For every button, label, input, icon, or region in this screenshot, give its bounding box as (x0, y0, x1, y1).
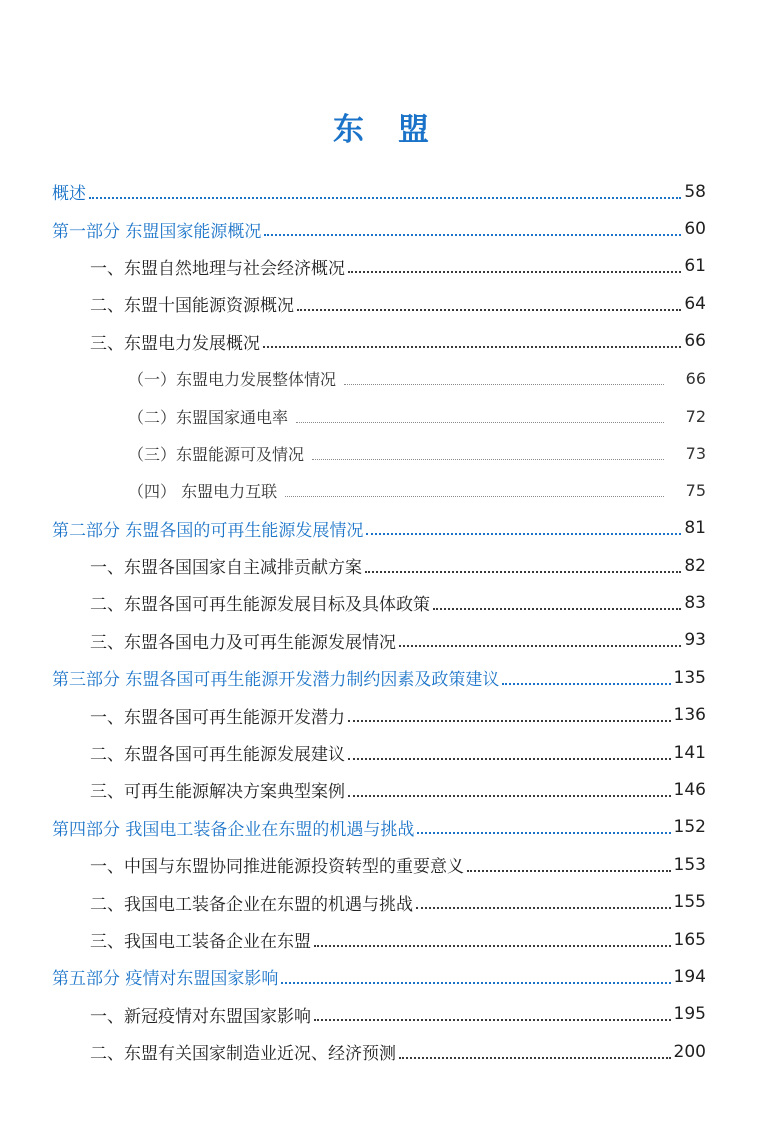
toc-entry-4-2[interactable] (0, 883, 762, 920)
toc-entry-1-3-2[interactable] (0, 397, 762, 434)
toc-entry-2-1[interactable] (0, 547, 762, 584)
toc-entry-label: （三）东盟能源可及情况 (128, 444, 305, 464)
toc-entry-label: 第四部分 我国电工装备企业在东盟的机遇与挑战 (52, 819, 415, 840)
toc-page-number: 152 (673, 817, 706, 838)
dot-leader (417, 832, 670, 834)
toc-entry-1-3[interactable] (0, 323, 762, 360)
toc-entry-label: 第一部分 东盟国家能源概况 (52, 221, 262, 242)
dot-leader (89, 197, 681, 199)
toc-entry-1-3-1[interactable] (0, 360, 762, 397)
toc-entry-label: 二、东盟各国可再生能源发展建议 (90, 745, 345, 766)
toc-page-number: 194 (673, 966, 706, 987)
dot-leader (314, 945, 671, 947)
toc-entry-1-2[interactable] (0, 285, 762, 322)
toc-page-number: 155 (673, 892, 706, 913)
toc-entry-part-5[interactable] (0, 958, 762, 995)
toc-entry-label: 二、东盟十国能源资源概况 (90, 296, 294, 317)
dot-leader (365, 571, 681, 573)
dot-leader (296, 422, 664, 423)
dot-leader (314, 1019, 671, 1021)
toc-page-number: 200 (673, 1041, 706, 1062)
dot-leader (344, 384, 664, 385)
toc-page-number: 66 (684, 331, 706, 352)
table-of-contents (0, 173, 762, 1070)
dot-leader (263, 346, 681, 348)
toc-entry-5-1[interactable] (0, 996, 762, 1033)
toc-entry-3-1[interactable] (0, 696, 762, 733)
toc-entry-label: （四） 东盟电力互联 (128, 482, 278, 502)
toc-entry-label: 二、东盟各国可再生能源发展目标及具体政策 (90, 595, 430, 616)
toc-entry-1-3-4[interactable] (0, 472, 762, 509)
toc-page-number: 165 (673, 929, 706, 950)
toc-entry-label: 一、东盟各国可再生能源开发潜力 (90, 707, 345, 728)
dot-leader (348, 795, 671, 797)
toc-entry-label: 三、东盟各国电力及可再生能源发展情况 (90, 632, 396, 653)
dot-leader (467, 870, 671, 872)
dot-leader (399, 1057, 671, 1059)
toc-page-number: 135 (673, 667, 706, 688)
dot-leader (285, 496, 664, 497)
page-title: 东盟 (333, 112, 463, 148)
toc-entry-label: 一、东盟自然地理与社会经济概况 (90, 258, 345, 279)
dot-leader (416, 907, 671, 909)
toc-entry-label: 一、新冠疫情对东盟国家影响 (90, 1006, 311, 1027)
toc-entry-label: （一）东盟电力发展整体情况 (128, 370, 337, 390)
dot-leader (348, 720, 671, 722)
toc-entry-5-2[interactable] (0, 1033, 762, 1070)
dot-leader (297, 309, 681, 311)
toc-entry-2-3[interactable] (0, 622, 762, 659)
toc-page-number: 136 (673, 705, 706, 726)
toc-entry-3-3[interactable] (0, 771, 762, 808)
toc-page-number: 66 (685, 369, 706, 389)
toc-page-number: 141 (673, 742, 706, 763)
dot-leader (433, 608, 681, 610)
toc-page-number: 58 (684, 181, 706, 202)
toc-page-number: 195 (673, 1004, 706, 1025)
dot-leader (502, 683, 670, 685)
toc-entry-4-1[interactable] (0, 846, 762, 883)
toc-entry-label: 二、东盟有关国家制造业近况、经济预测 (90, 1044, 396, 1065)
toc-entry-label: 第五部分 疫情对东盟国家影响 (52, 969, 279, 990)
toc-entry-label: 一、东盟各国国家自主减排贡献方案 (90, 558, 362, 579)
toc-page-number: 75 (685, 481, 706, 501)
toc-entry-part-2[interactable] (0, 510, 762, 547)
toc-page-number: 73 (685, 443, 706, 463)
toc-entry-1-1[interactable] (0, 248, 762, 285)
toc-page-number: 72 (685, 406, 706, 426)
toc-entry-label: 概述 (52, 184, 86, 205)
dot-leader (399, 645, 681, 647)
toc-entry-label: 一、中国与东盟协同推进能源投资转型的重要意义 (90, 857, 464, 878)
toc-page-number: 64 (684, 293, 706, 314)
toc-entry-label: 三、我国电工装备企业在东盟 (90, 932, 311, 952)
toc-entry-label: 二、我国电工装备企业在东盟的机遇与挑战 (90, 894, 413, 915)
toc-page-number: 81 (684, 518, 706, 539)
toc-page-number: 146 (673, 779, 706, 800)
toc-page-number: 83 (684, 592, 706, 613)
toc-page-number: 82 (684, 555, 706, 576)
toc-entry-3-2[interactable] (0, 734, 762, 771)
toc-entry-1-3-3[interactable] (0, 435, 762, 472)
toc-page-number: 60 (684, 219, 706, 240)
dot-leader (281, 982, 670, 984)
toc-entry-part-4[interactable] (0, 809, 762, 846)
toc-entry-2-2[interactable] (0, 584, 762, 621)
toc-entry-part-1[interactable] (0, 210, 762, 247)
toc-entry-part-3[interactable] (0, 659, 762, 696)
toc-entry-label: 三、可再生能源解决方案典型案例 (90, 782, 345, 803)
toc-page-number: 153 (673, 854, 706, 875)
toc-entry-4-3[interactable] (0, 921, 762, 958)
toc-entry-label: 第三部分 东盟各国可再生能源开发潜力制约因素及政策建议 (52, 670, 500, 691)
dot-leader (348, 758, 671, 760)
toc-page-number: 93 (684, 630, 706, 651)
dot-leader (348, 271, 681, 273)
toc-entry-label: （二）东盟国家通电率 (128, 407, 289, 427)
dot-leader (366, 533, 681, 535)
toc-entry-overview[interactable] (0, 173, 762, 210)
toc-page-number: 61 (684, 256, 706, 277)
toc-entry-label: 第二部分 东盟各国的可再生能源发展情况 (52, 520, 364, 541)
dot-leader (312, 459, 664, 460)
toc-entry-label: 三、东盟电力发展概况 (90, 333, 260, 354)
dot-leader (264, 234, 681, 236)
